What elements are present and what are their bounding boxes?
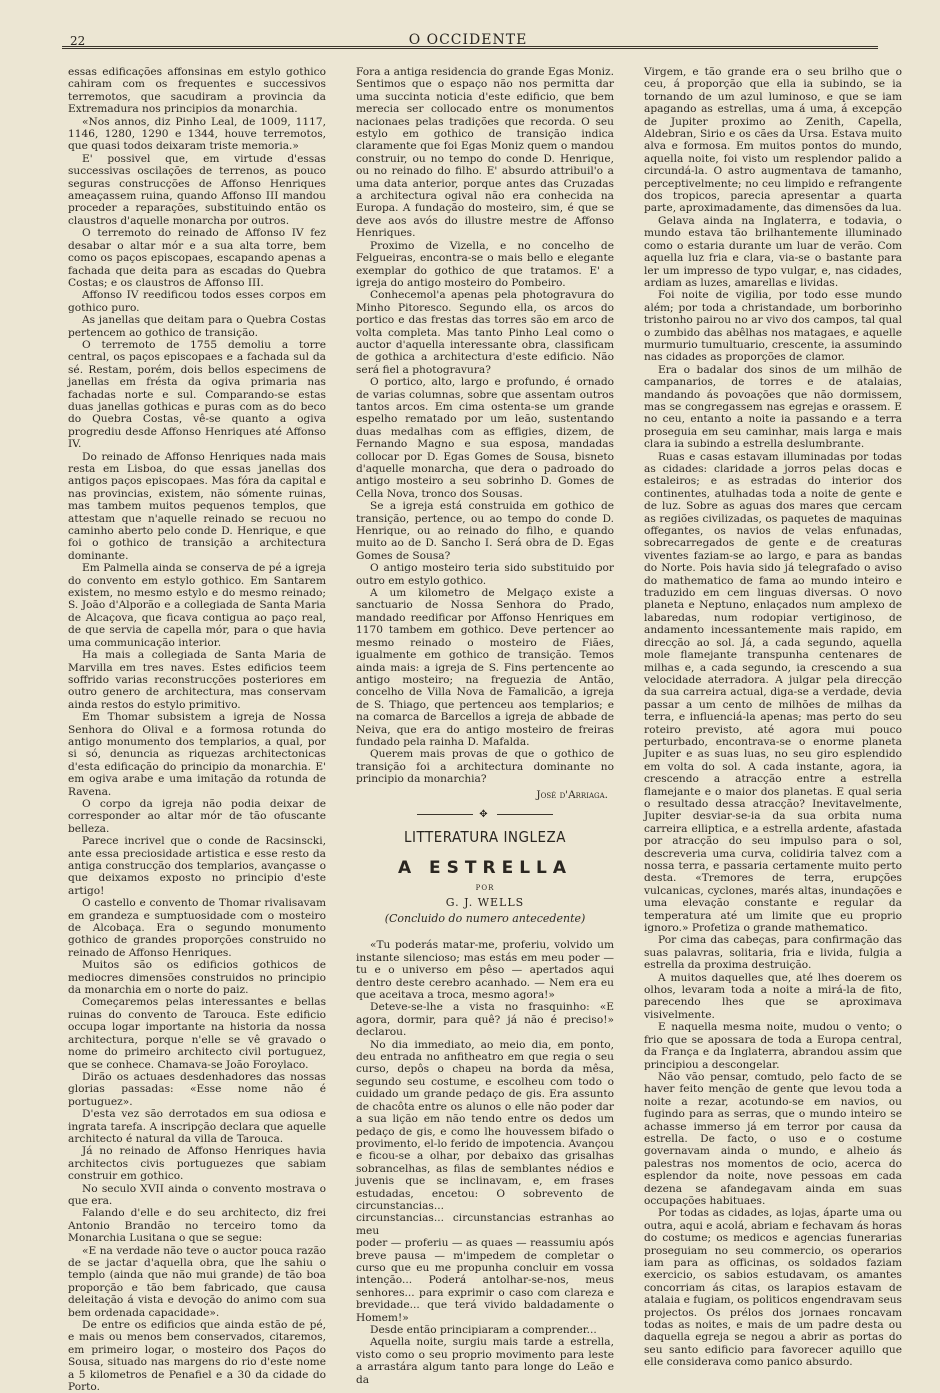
continuation-note: (Concluido do numero antecedente)	[384, 912, 586, 925]
paragraph: E' possivel que, em virtude d'essas successivas oscilações de terrenos, as pouco seguras construcções de Affonso Henriques ameaçassem ruina, quando Affonso III mandou proceder a reparações, substituindo então os claustros d'aquelle monarcha por outros.	[68, 152, 326, 227]
paragraph: A muitos daquelles que, até lhes doerem os olhos, levaram toda a noite a mirá-la de fito, parecendo lhes que se aproximava visivelmente.	[644, 971, 902, 1021]
paragraph: O portico, alto, largo e profundo, é ornado de varias columnas, sobre que assentam outros tantos arcos. Em cima ostenta-se um grande espelho rematado por um leão, sustentando duas medalhas com as effigies, dizem, de Fernando Magno e sua esposa, mandadas collocar por D. Egas Gomes de Sousa, bisneto d'aquelle monarcha, que dera o padroado do antigo mosteiro a seu sobrinho D. Gomes de Cella Nova, tronco dos Sousas.	[356, 376, 614, 500]
paragraph: Aquella noite, surgiu mais tarde a estrella, visto como o seu proprio movimento para leste a arrastára algum tanto para longe do Leão e da	[356, 1336, 614, 1386]
column-3	[644, 66, 902, 1369]
paragraph: circunstancias... circunstancias estranhas ao meu	[356, 1212, 614, 1237]
article-author: G. J. WELLS	[445, 895, 525, 909]
paragraph: «Tu poderás matar-me, proferiu, volvido um instante silencioso; mas estás em meu poder — tu e o universo em pêso — apertados aqui dentro deste cerebro acanhado. — Nem era eu que aceitava a troca, mesmo agora!»	[356, 939, 614, 1002]
paragraph: Foi noite de vigilia, por todo esse mundo além; por toda a christandade, um borborinho tristonho pairou no ar vivo dos campos, tal qual o zumbido das abêlhas nos matagaes, e aquelle murmurio tumultuario, crescente, ia assumindo nas cidades as proporções de clamor.	[644, 289, 902, 364]
paragraph: A um kilometro de Melgaço existe a sanctuario de Nossa Senhora do Prado, mandado reedificar por Affonso Henriques em 1170 tambem em gothico. Deve pertencer ao mesmo reinado o mosteiro de Fiães, igualmente em gothico de transição. Temos ainda mais: a igreja de S. Fins pertencente ao antigo mosteiro; na freguezia de Antão, concelho de Villa Nova de Famalicão, a igreja de S. Thiago, que pertenceu aos templarios; e na comarca de Barcellos a igreja de abbade de Neiva, que era do antigo mosteiro de freiras fundado pela rainha D. Mafalda.	[356, 587, 614, 748]
paragraph: Virgem, e tão grande era o seu brilho que o ceu, á proporção que ella ia subindo, se ia tornando de um azul luminoso, e que se iam apagando as estrellas, uma á uma, á excepção de Jupiter proximo ao Zenith, Capella, Aldebran, Sirio e os cães da Ursa. Estava muito alva e formosa. Em muitos pontos do mundo, aquella noite, foi visto um resplendor palido a circundá-la. O astro augmentava de tamanho, perceptivelmente; no ceu limpido e refrangente dos tropicos, parecia apresentar a quarta parte, aproximadamente, das dimensões da lua.	[644, 66, 902, 215]
paragraph: «Nos annos, diz Pinho Leal, de 1009, 1117, 1146, 1280, 1290 e 1344, houve terremotos, que quasi todos deixaram triste memoria.»	[68, 115, 326, 153]
section-title: LITTERATURA INGLEZA	[403, 828, 566, 847]
paragraph: No seculo XVII ainda o convento mostrava o que era.	[68, 1182, 326, 1207]
paragraph: Muitos são os edificios gothicos de mediocres dimensões construidos no principio da monarchia em o norte do paiz.	[68, 959, 326, 997]
paragraph: Dirão os actuaes desdenhadores das nossas glorias passadas: «Esse nome não é portuguez».	[68, 1070, 326, 1108]
paragraph: E naquella mesma noite, mudou o vento; o frio que se apossara de toda a Europa central, da França e da Inglaterra, abrandou assim que principiou a descongelar.	[644, 1021, 902, 1071]
paragraph: Começaremos pelas interessantes e bellas ruinas do convento de Tarouca. Este edificio occupa logar importante na historia da nossa architectura, porque n'elle se vê gravado o nome do primeiro architecto civil portuguez, que se conhece. Chamava-se João Foroylaco.	[68, 996, 326, 1071]
publication-title: O OCCIDENTE	[408, 32, 528, 48]
paragraph: O castello e convento de Thomar rivalisavam em grandeza e sumptuosidade com o mosteiro de Alcobaça. Era o segundo monumento gothico de grandes proporções construido no reinado de Affonso Henriques.	[68, 897, 326, 959]
paragraph: Ha mais a collegiada de Santa Maria de Marvilla em tres naves. Estes edificios teem soffrido varias reconstrucções posteriores em outro genero de architectura, mas conservam ainda restos do estylo primitivo.	[68, 649, 326, 711]
paragraph: Desde então principiaram a comprender...	[370, 1324, 597, 1336]
article-title: A ESTRELLA	[397, 857, 573, 878]
paragraph: Querem mais provas de que o gothico de transição foi a architectura dominante no principio da monarchia?	[356, 748, 614, 786]
paragraph: Não vão pensar, comtudo, pelo facto de se haver feito menção de gente que levou toda a noite a rezar, acotundo-se em navios, ou fugindo para as serras, que o mundo inteiro se achasse immerso já em terror por causa da estrella. De facto, o uso e o costume governavam ainda o mundo, e alheio ás palestras nos momentos de ocio, acerca do esplendor da noite, nove pessoas em cada dezena se afandegavam ainda em suas occupações habituaes.	[644, 1070, 902, 1207]
paragraph: Ruas e casas estavam illuminadas por todas as cidades: claridade a jorros pelas docas e estaleiros; e as estradas do interior dos continentes, atulhadas toda a noite de gente e de luz. Sobre as aguas dos mares que cercam as regiões civilizadas, os paquetes de maquinas offegantes, os navios de velas enfunadas, sobrecarregados de gente e de creaturas viventes faziam-se ao largo, e para as bandas do Norte. Pois havia sido já telegrafado o aviso do mathematico de fama ao mundo inteiro e traduzido em cem linguas diversas. O novo planeta e Neptuno, enlaçados num amplexo de labaredas, num rodopiar vertiginoso, de andamento incessantemente mais rapido, em direcção ao sol. Já, a cada segundo, aquella mole flamejante transpunha centenares de milhas e, a cada segundo, ia crescendo a sua velocidade aterradora. A julgar pela direcção da sua carreira actual, diga-se a verdade, devia passar a um cento de milhões de milhas da terra, e influenciá-la apenas; mas perto do seu roteiro previsto, até agora mui pouco perturbado, encontrava-se o enorme planeta Jupiter e as suas luas, no seu giro esplendido em volta do sol. A cada instante, agora, ia crescendo a atracção entre a estrella flamejante e o maior dos planetas. E qual seria o resultado dessa atracção? Inevitavelmente, Jupiter desviar-se-ia da sua orbita numa carreira elliptica, e a estrella ardente, afastada por atracção do seu impulso para o sol, descreveria uma curva, colidiria talvez com a nossa terra, e passaria certamente muito perto desta. «Tremores de terra, erupções vulcanicas, cyclones, marés altas, inundações e uma elevação constante e regular da temperatura até um limite que eu proprio ignoro.» Profetiza o grande mathematico.	[644, 450, 902, 935]
column-2	[356, 66, 614, 1386]
paragraph: O terremoto do reinado de Affonso IV fez desabar o altar mór e a sua alta torre, bem como os paços episcopaes, escapando apenas a fachada que deita para as escadas do Quebra Costas; e os claustros de Affonso III.	[68, 227, 326, 289]
paragraph: O corpo da igreja não podia deixar de corresponder ao altar mór de tão ofuscante belleza.	[68, 797, 326, 835]
paragraph: essas edificações affonsinas em estylo gothico cahiram com os frequentes e successivos terremotos, que sacudiram a provincia da Extremadura nos principios da monarchia.	[68, 66, 326, 116]
paragraph: Por todas as cidades, as lojas, áparte uma ou outra, aqui e acolá, abriam e fechavam ás horas do costume; os medicos e agencias funerarias proseguiam no seu commercio, os operarios iam para as officinas, os soldados faziam exercicio, os sabios estudavam, os amantes concorriam ás citas, os larapios estavam de atalaia e fugiam, os politicos engendravam seus projectos. Os prélos dos jornaes roncavam todas as noites, e mais de um padre desta ou daquella egreja se negou a abrir as portas do seu santo edificio para favorecer aquillo que elle considerava como panico absurdo.	[644, 1207, 902, 1369]
author-signature: José d'Arriaga.	[536, 788, 608, 801]
byline-por: POR	[475, 884, 495, 893]
paragraph: Fora a antiga residencia do grande Egas Moniz. Sentimos que o espaço não nos permitta dar uma succinta noticia d'este edificio, que bem merecia ser collocado entre os monumentos nacionaes pelas tradições que recorda. O seu estylo em gothico de transição indica claramente que foi Egas Moniz quem o mandou construir, ou no tempo do conde D. Henrique, ou no reinado do filho. E' absurdo attribuil'o a uma data anterior, porque antes das Cruzadas a architectura ogival não era conhecida na Europa. A fundação do mosteiro, sim, é que se deve aos avós do illustre mestre de Affonso Henriques.	[356, 66, 614, 240]
paragraph: Em Palmella ainda se conserva de pé a igreja do convento em estylo gothico. Em Santarem existem, no mesmo estylo e do mesmo reinado; S. João d'Alporão e a collegiada de Santa Maria de Alcaçova, que ficava contigua ao paço real, de que servia de capella mór, para o que havia uma communicação interior.	[68, 562, 326, 649]
paragraph: «E na verdade não teve o auctor pouca razão de se jactar d'aquella obra, que lhe sahiu o templo (ainda que não mui grande) de tão boa proporção e tão bem fabricado, que causa deleitação á vista e devoção do animo com sua bem ordenada capacidade».	[68, 1244, 326, 1319]
paragraph: Por cima das cabeças, para confirmação das suas palavras, solitaria, fria e livida, fulgia a estrella da proxima destruição.	[644, 934, 902, 972]
paragraph: O antigo mosteiro teria sido substituido por outro em estylo gothico.	[356, 562, 614, 587]
paragraph: Parece incrivel que o conde de Racsinscki, ante essa preciosidade artistica e esse resto da antiga construcção dos templarios, avançasse o que deixamos exposto no principio d'este artigo!	[68, 835, 326, 897]
paragraph: De entre os edificios que ainda estão de pé, e mais ou menos bem conservados, citaremos, em primeiro logar, o mosteiro dos Paços do Sousa, situado nas margens do rio d'este nome a 5 kilometros de Penafiel e a 30 da cidade do Porto.	[68, 1319, 326, 1393]
header-rule	[62, 46, 878, 49]
paragraph: Proximo de Vizella, e no concelho de Felgueiras, encontra-se o mais bello e elegante exemplar do gothico de que tratamos. E' a igreja do antigo mosteiro do Pombeiro.	[356, 239, 614, 289]
paragraph: O terremoto de 1755 demoliu a torre central, os paços episcopaes e a fachada sul da sé. Restam, porém, dois bellos especimens de janellas em frésta da ogiva primaria nas fachadas norte e sul. Comparando-se estas duas janellas gothicas e puras com as do beco do Quebra Costas, vê-se quanto a ogiva progrediu desde Affonso Henriques até Affonso IV.	[68, 338, 326, 451]
paragraph: Era o badalar dos sinos de um milhão de campanarios, de torres e de atalaias, mandando ás povoações que não dormissem, mas se congregassem nas egrejas e orassem. E no ceu, entanto a noite ia passando e a terra proseguia em seu caminhar, mais larga e mais clara ia subindo a estrella deslumbrante.	[644, 363, 902, 451]
paragraph: D'esta vez são derrotados em sua odiosa e ingrata tarefa. A inscripção declara que aquelle architecto é natural da villa de Tarouca.	[68, 1108, 326, 1145]
paragraph: Gelava ainda na Inglaterra, e todavia, o mundo estava tão brilhantemente illuminado como o estaria durante um luar de verão. Com aquella luz fria e clara, via-se o bastante para ler um impresso de typo vulgar, e, nas cidades, ardiam as luzes, amarellas e lividas.	[644, 214, 902, 289]
paragraph: Já no reinado de Affonso Henriques havia architectos civis portuguezes que sabiam construir em gothico.	[68, 1145, 326, 1183]
paragraph: Deteve-se-lhe a vista no frasquinho: «E agora, dormir, para quê? já não é preciso!» declarou.	[356, 1001, 614, 1039]
paragraph: Do reinado de Affonso Henriques nada mais resta em Lisboa, do que essas janellas dos antigos paços episcopaes. Mas fóra da capital e nas provincias, existem, não sómente ruinas, mas tambem muitos pequenos templos, que attestam que n'aquelle reinado se recuou no caminho aberto pelo conde D. Henrique, e que foi o gothico de transição a architectura dominante.	[68, 450, 326, 562]
paragraph: As janellas que deitam para o Quebra Costas pertencem ao gothico de transição.	[68, 314, 326, 339]
paragraph: Affonso IV reedificou todos esses corpos em gothico puro.	[68, 289, 326, 314]
paragraph: Se a igreja está construida em gothico de transição, pertence, ou ao tempo do conde D. Henrique, ou ao reinado do filho, e quando muito ao de D. Sancho I. Será obra de D. Egas Gomes de Sousa?	[356, 500, 614, 562]
paragraph: poder — proferiu — as quaes — reassumiu após breve pausa — m'impedem de completar o curso que eu me propunha concluir em vossa intenção... Poderá antolhar-se-nos, meus senhores... para exprimir o caso com clareza e brevidade... que terá vivido baldadamente o Homem!»	[356, 1237, 614, 1324]
page-number: 22	[70, 34, 86, 48]
paragraph: Falando d'elle e do seu architecto, diz frei Antonio Brandão no terceiro tomo da Monarchia Lusitana o que se segue:	[68, 1207, 326, 1245]
paragraph: Em Thomar subsistem a igreja de Nossa Senhora do Olival e a formosa rotunda do antigo monumento dos templarios, a qual, por si só, denuncia as riquezas architectonicas d'esta edificação do principio da monarchia. E' em ogiva arabe e uma imitação da rotunda de Ravena.	[68, 711, 326, 798]
paragraph: Conhecemol'a apenas pela photogravura do Minho Pitoresco. Segundo ella, os arcos do portico e das frestas das torres são em arco de volta completa. Mas tanto Pinho Leal como o auctor d'aquella interessante obra, classificam de gothica a architectura d'este edificio. Não será fiel a photogravura?	[356, 289, 614, 376]
column-1	[68, 66, 326, 1393]
ornament-divider: ✥	[356, 809, 614, 821]
paragraph: No dia immediato, ao meio dia, em ponto, deu entrada no anfitheatro em que regia o seu curso, depôs o chapeu na borda da mêsa, segundo seu costume, e escolheu com todo o cuidado um grande pedaço de gis. Era assunto de chacôta entre os alunos o elle não poder dar a sua lição em não tendo entre os dedos um pedaço de gis, e como lhe houvessem bifado o provimento, el-lo ferido de impotencia. Avançou e ficou-se a olhar, por debaixo das grisalhas sobrancelhas, as filas de semblantes nédios e juvenis que se inclinavam, e, em frases estudadas, encetou: O sobrevento de circunstancias...	[356, 1038, 614, 1212]
